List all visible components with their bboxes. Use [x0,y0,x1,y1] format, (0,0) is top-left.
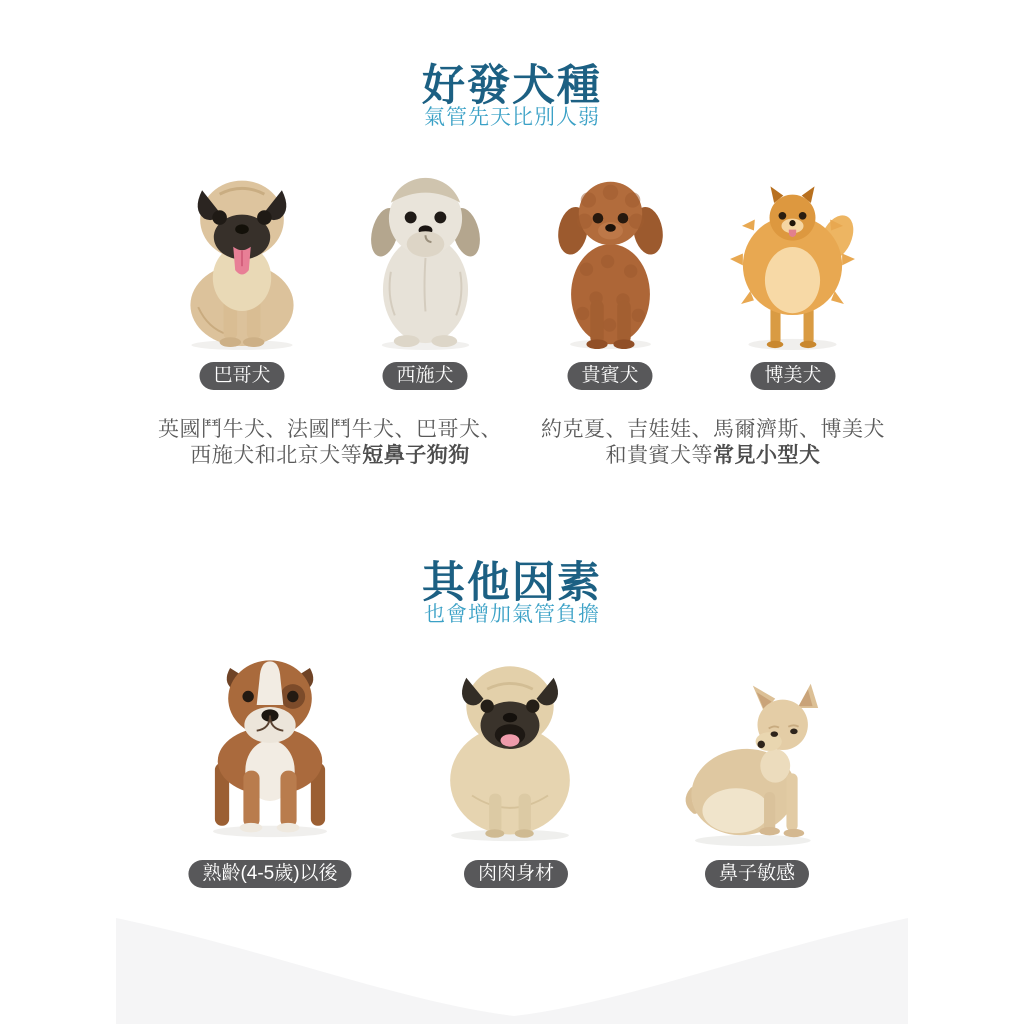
breed-badge-pug: 巴哥犬 [199,362,284,390]
factor-badge-age: 熟齡(4-5歲)以後 [188,860,351,888]
note-small-dogs-line1: 約克夏、吉娃娃、馬爾濟斯、博美犬 [541,418,885,441]
note-small-dogs-highlight: 常見小型犬 [713,444,821,467]
pug-photo [169,161,315,351]
chubby-pug-photo [434,653,586,843]
footer-chevron-band [0,914,1024,1024]
shih-tzu-photo [361,163,490,351]
note-small-dog-breeds [527,417,899,469]
factor-badge-sensitive-nose: 鼻子敏感 [705,860,809,888]
pomeranian-photo [719,177,866,352]
factors-section-subtitle: 也會增加氣管負擔 [424,603,600,626]
factors-section-title: 其他因素 [422,559,602,607]
note-short-nose-line1: 英國鬥牛犬、法國鬥牛犬、巴哥犬、 [158,418,502,441]
note-short-nose-line2: 西施犬和北京犬等 [190,444,363,467]
note-short-nose-breeds [150,417,510,469]
english-bulldog-photo [194,649,346,839]
breed-badge-poodle: 貴賓犬 [567,362,652,390]
toy-poodle-photo [548,173,673,351]
breed-badge-shih-tzu: 西施犬 [382,362,467,390]
factor-badge-overweight: 肉肉身材 [464,860,568,888]
note-short-nose-highlight: 短鼻子狗狗 [362,444,470,467]
breeds-section-subtitle: 氣管先天比別人弱 [424,106,600,129]
chihuahua-photo [678,680,837,848]
breeds-section-title: 好發犬種 [422,62,602,110]
breed-badge-pomeranian: 博美犬 [750,362,835,390]
note-small-dogs-line2: 和貴賓犬等 [605,444,713,467]
